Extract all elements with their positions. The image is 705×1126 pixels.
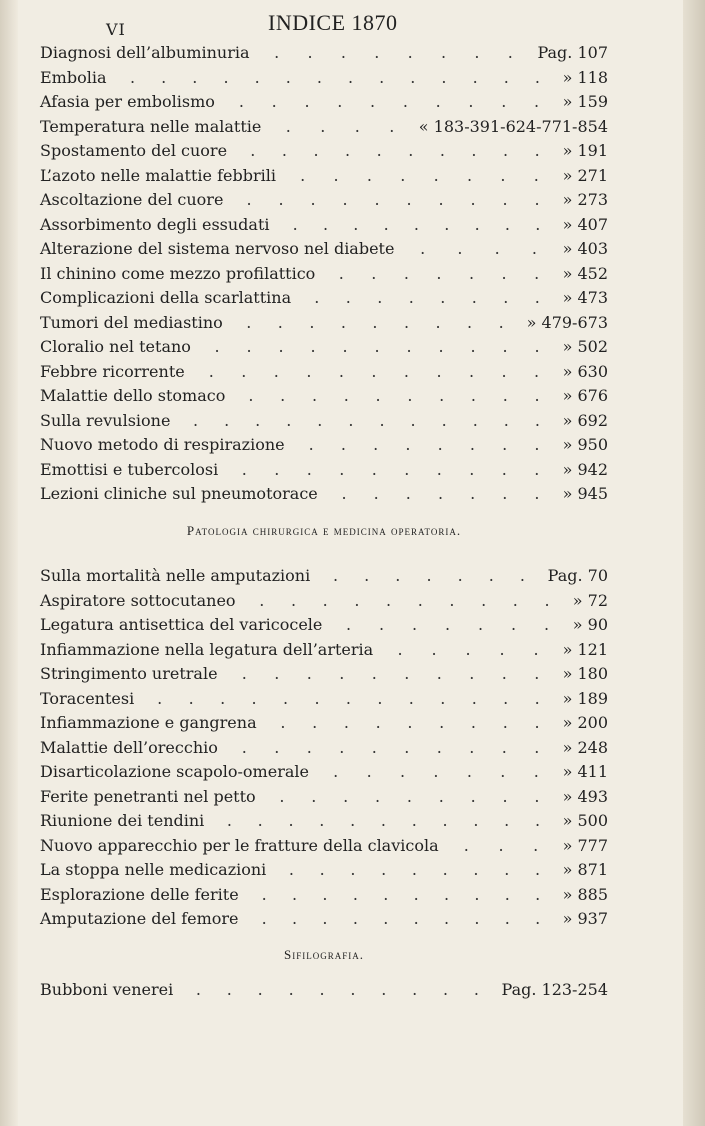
page-header xyxy=(40,4,620,38)
index-entry-page-ref: » 121 xyxy=(562,639,608,659)
index-entry-page-ref: » 159 xyxy=(562,92,608,111)
index-entry-page-ref: » 945 xyxy=(562,484,608,503)
leader-dots: . . . . . . . . . . xyxy=(246,190,540,209)
index-entry-page-ref: » 271 xyxy=(562,165,608,185)
section-heading-syphilography: Sifilografia. xyxy=(284,947,364,962)
index-entry xyxy=(40,90,608,115)
index-entry xyxy=(40,482,608,507)
index-entry xyxy=(40,360,608,385)
section-heading-surgery: Patologia chirurgica e medicina operatoria. xyxy=(186,523,462,538)
index-entry-page-ref: » 248 xyxy=(562,737,608,757)
index-entry xyxy=(40,858,608,883)
index-entry-page-ref: » 189 xyxy=(562,688,608,708)
leader-dots: . . . . . . . xyxy=(341,484,540,503)
leader-dots: . . . . . . . xyxy=(338,263,540,283)
index-entry-title: Diagnosi dell’albuminuria xyxy=(40,43,250,62)
index-section-surgery xyxy=(40,564,608,932)
leader-dots: . . . . . . . . . . xyxy=(241,737,540,757)
leader-dots: . . . . . . . . . . xyxy=(248,386,540,405)
index-entry xyxy=(40,213,608,238)
index-entry-title: L’azoto nelle malattie febbrili xyxy=(40,165,276,185)
index-entry-title: Tumori del mediastino xyxy=(40,312,223,332)
index-entry-page-ref: Pag. 70 xyxy=(547,566,608,585)
page-title: INDICE 1870 xyxy=(268,10,398,35)
index-entry-title: Sulla revulsione xyxy=(40,410,171,430)
index-entry xyxy=(40,409,608,434)
index-entry-title: Embolia xyxy=(40,67,107,87)
index-entry-title: Nuovo metodo di respirazione xyxy=(40,435,285,454)
index-entry-page-ref: » 403 xyxy=(562,239,608,258)
index-entry-title: Malattie dello stomaco xyxy=(40,386,226,405)
leader-dots: . . . . . . . . xyxy=(314,288,540,307)
index-entry-title: La stoppa nelle medicazioni xyxy=(40,860,267,879)
leader-dots: . . . . . . . . . . . xyxy=(214,337,540,356)
index-entry-page-ref: » 871 xyxy=(562,860,608,879)
leader-dots: . . . . . . . . . . . xyxy=(208,361,540,381)
index-entry-title: Temperatura nelle malattie xyxy=(40,116,262,136)
index-entry xyxy=(40,384,608,409)
leader-dots: . . . . . xyxy=(397,639,539,659)
index-entry xyxy=(40,458,608,483)
index-entry xyxy=(40,311,608,336)
index-entry-page-ref: » 407 xyxy=(562,214,608,234)
index-entry xyxy=(40,286,608,311)
index-entry-title: Malattie dell’orecchio xyxy=(40,737,218,757)
index-entry-page-ref: « 183-391-624-771-854 xyxy=(418,116,608,136)
index-entry-page-ref: » 180 xyxy=(562,664,608,683)
index-entry xyxy=(40,907,608,932)
index-entry-page-ref: » 118 xyxy=(562,67,608,87)
leader-dots: . . . . . . . . . . xyxy=(241,664,540,683)
index-entry-title: Afasia per embolismo xyxy=(40,92,215,111)
leader-dots: . . . . . . . . . . . xyxy=(226,811,541,830)
index-entry-page-ref: » 273 xyxy=(562,190,608,209)
index-entry-page-ref: » 493 xyxy=(562,786,608,806)
leader-dots: . . . . xyxy=(285,116,395,136)
index-entry-title: Cloralio nel tetano xyxy=(40,337,191,356)
leader-dots: . . . . . . . . xyxy=(274,43,513,62)
index-entry-page-ref: » 777 xyxy=(562,835,608,855)
leader-dots: . . . . . . . . . . xyxy=(241,459,540,479)
leader-dots: . . . . . . . . . . . . . . xyxy=(130,67,540,87)
index-entry-title: Assorbimento degli essudati xyxy=(40,214,270,234)
index-entry xyxy=(40,736,608,761)
leader-dots: . . . . . . . xyxy=(345,615,550,634)
leader-dots: . . . . . . . . . xyxy=(246,312,504,332)
index-entry-title: Febbre ricorrente xyxy=(40,361,185,381)
index-entry-title: Ferite penetranti nel petto xyxy=(40,786,256,806)
index-entry xyxy=(40,638,608,663)
index-entry xyxy=(40,237,608,262)
leader-dots: . . . . . . . . xyxy=(300,165,539,185)
leader-dots: . . . . . . . . . xyxy=(280,713,540,732)
index-entry-page-ref: » 885 xyxy=(562,884,608,904)
index-entry-title: Spostamento del cuore xyxy=(40,141,228,160)
index-entry-title: Emottisi e tubercolosi xyxy=(40,459,219,479)
index-entry xyxy=(40,662,608,687)
index-entry-title: Disarticolazione scapolo-omerale xyxy=(40,762,309,781)
index-entry-title: Ascoltazione del cuore xyxy=(40,190,224,209)
index-entry-page-ref: » 479-673 xyxy=(526,312,608,332)
leader-dots: . . . . . . . xyxy=(333,566,525,585)
index-entry-page-ref: » 502 xyxy=(562,337,608,356)
page-gutter xyxy=(0,0,18,1126)
index-entry-page-ref: » 950 xyxy=(562,435,608,454)
index-entry-page-ref: » 937 xyxy=(562,909,608,928)
leader-dots: . . . . . . . . . . xyxy=(261,909,541,928)
index-entry xyxy=(40,589,608,614)
index-entry xyxy=(40,433,608,458)
index-entry-title: Legatura antisettica del varicocele xyxy=(40,615,323,634)
index-section-syphilography xyxy=(40,978,608,1003)
index-section-medicine xyxy=(40,41,608,507)
index-entry xyxy=(40,834,608,859)
index-entry xyxy=(40,785,608,810)
index-entry-page-ref: » 191 xyxy=(562,141,608,160)
index-entry xyxy=(40,262,608,287)
index-entry-page-ref: » 676 xyxy=(562,386,608,405)
index-entry-page-ref: » 630 xyxy=(562,361,608,381)
leader-dots: . . . . . . . . . . xyxy=(238,92,540,111)
index-entry xyxy=(40,164,608,189)
index-entry xyxy=(40,711,608,736)
leader-dots: . . . . xyxy=(420,239,537,258)
index-entry xyxy=(40,978,608,1003)
leader-dots: . . . xyxy=(463,835,539,855)
index-entry xyxy=(40,883,608,908)
index-entry-page-ref: » 942 xyxy=(562,459,608,479)
leader-dots: . . . . . . . . . xyxy=(279,786,540,806)
index-entry xyxy=(40,687,608,712)
index-entry-title: Il chinino come mezzo profilattico xyxy=(40,263,316,283)
index-entry xyxy=(40,66,608,91)
leader-dots: . . . . . . . . . . . . xyxy=(192,410,540,430)
leader-dots: . . . . . . . . xyxy=(308,435,540,454)
index-entry-title: Amputazione del femore xyxy=(40,909,239,928)
index-entry xyxy=(40,139,608,164)
leader-dots: . . . . . . . . . . xyxy=(195,980,479,999)
index-entry-page-ref: » 500 xyxy=(562,811,608,830)
index-entry-title: Infiammazione e gangrena xyxy=(40,713,257,732)
index-entry-page-ref: Pag. 107 xyxy=(537,43,608,62)
index-entry xyxy=(40,41,608,66)
index-entry-title: Aspiratore sottocutaneo xyxy=(40,590,236,610)
page-number: VI xyxy=(106,20,126,39)
index-entry-title: Alterazione del sistema nervoso nel diabete xyxy=(40,239,395,258)
index-entry xyxy=(40,760,608,785)
leader-dots: . . . . . . . . . xyxy=(292,214,541,234)
index-entry-page-ref: » 411 xyxy=(562,762,608,781)
leader-dots: . . . . . . . . . . xyxy=(261,884,541,904)
index-entry-title: Complicazioni della scarlattina xyxy=(40,288,292,307)
index-entry-title: Toracentesi xyxy=(40,688,135,708)
index-entry-page-ref: » 200 xyxy=(562,713,608,732)
page-edge xyxy=(683,0,705,1126)
index-entry xyxy=(40,188,608,213)
leader-dots: . . . . . . . . . . xyxy=(250,141,540,160)
index-entry xyxy=(40,809,608,834)
leader-dots: . . . . . . . xyxy=(333,762,539,781)
index-entry-title: Riunione dei tendini xyxy=(40,811,205,830)
index-entry-title: Stringimento uretrale xyxy=(40,664,218,683)
leader-dots: . . . . . . . . . . xyxy=(259,590,550,610)
index-entry xyxy=(40,335,608,360)
leader-dots: . . . . . . . . . . . . . xyxy=(157,688,540,708)
index-entry-title: Sulla mortalità nelle amputazioni xyxy=(40,566,311,585)
index-entry-page-ref: » 452 xyxy=(562,263,608,283)
index-entry-page-ref: » 90 xyxy=(572,615,608,634)
index-entry-title: Infiammazione nella legatura dell’arteria xyxy=(40,639,374,659)
index-entry-title: Nuovo apparecchio per le fratture della clavicola xyxy=(40,835,439,855)
index-entry-title: Bubboni venerei xyxy=(40,980,174,999)
index-entry-page-ref: Pag. 123-254 xyxy=(501,980,608,999)
index-entry-page-ref: » 72 xyxy=(572,590,608,610)
index-entry-page-ref: » 692 xyxy=(562,410,608,430)
index-entry-page-ref: » 473 xyxy=(562,288,608,307)
leader-dots: . . . . . . . . . xyxy=(288,860,541,879)
index-entry xyxy=(40,613,608,638)
index-entry-title: Esplorazione delle ferite xyxy=(40,884,239,904)
index-entry xyxy=(40,115,608,140)
index-entry-title: Lezioni cliniche sul pneumotorace xyxy=(40,484,318,503)
index-entry xyxy=(40,564,608,589)
